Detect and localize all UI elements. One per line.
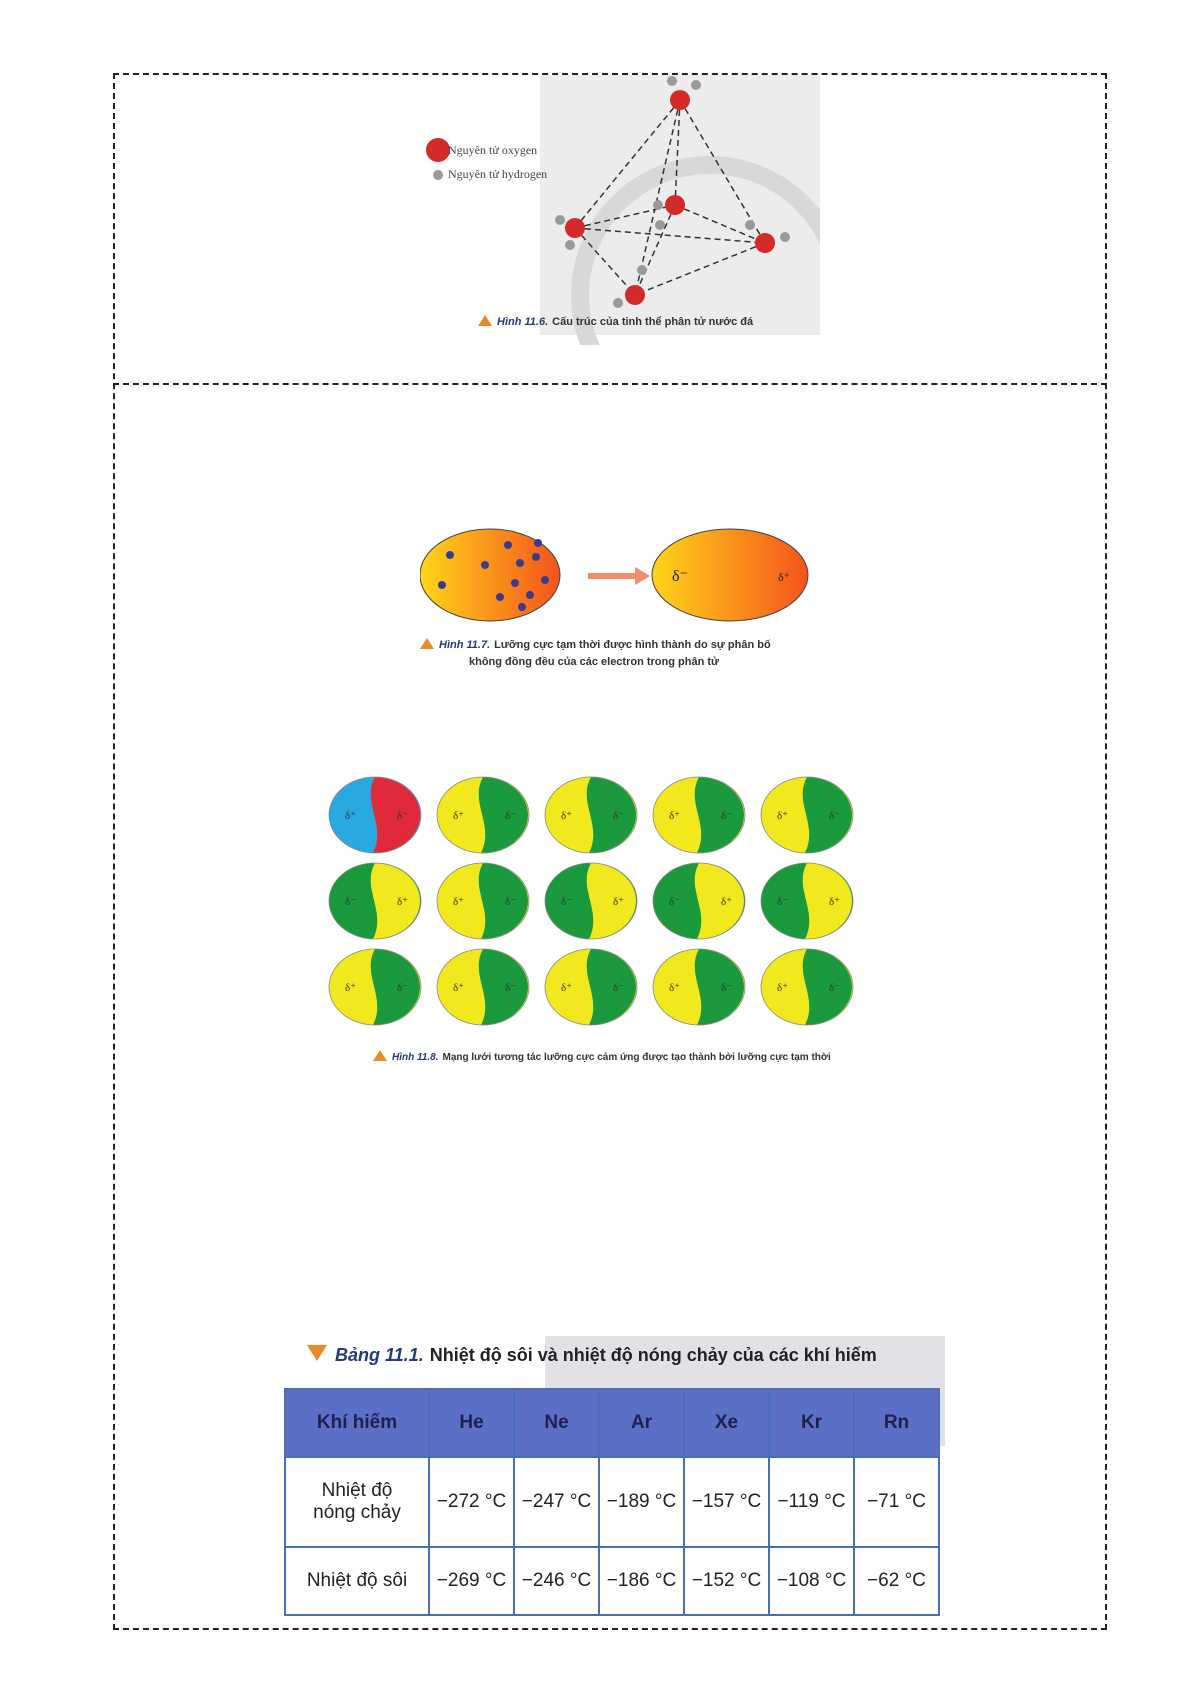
dipole-label-left: δ⁻ — [777, 896, 788, 908]
table-title: Bảng 11.1. Nhiệt độ sôi và nhiệt độ nóng chảy của các khí hiếm — [307, 1345, 877, 1366]
dipole-label-left: δ⁺ — [453, 810, 464, 822]
table-cell: −247 °C — [514, 1457, 599, 1547]
header-cell: Rn — [854, 1389, 939, 1457]
dipole-label-left: δ⁻ — [561, 896, 572, 908]
header-cell: Kr — [769, 1389, 854, 1457]
dipole-label-right: δ⁻ — [829, 810, 840, 822]
legend-oxygen: Nguyên tử oxygen — [448, 143, 538, 157]
dipole-label-left: δ⁺ — [561, 810, 572, 822]
dipole-label-left: δ⁻ — [672, 568, 688, 585]
dipole-label-left: δ⁺ — [453, 896, 464, 908]
dipole-label-right: δ⁻ — [721, 810, 732, 822]
header-cell: Ar — [599, 1389, 684, 1457]
caption-figure-11-8: Hình 11.8. Mạng lưới tương tác lưỡng cực cảm ứng được tạo thành bởi lưỡng cực tạm thời — [373, 1050, 831, 1063]
table-cell: −62 °C — [854, 1547, 939, 1615]
figure-ice-crystal — [410, 75, 820, 345]
dipole-molecule — [545, 949, 637, 1025]
dipole-label-left: δ⁺ — [777, 810, 788, 822]
ice-crystal-diagram — [410, 75, 820, 345]
dipole-label-left: δ⁻ — [669, 896, 680, 908]
dipole-molecule — [761, 949, 853, 1025]
dipole-molecule — [761, 777, 853, 853]
table-cell: −71 °C — [854, 1457, 939, 1547]
dipole-label-left: δ⁺ — [345, 810, 356, 822]
caption-figure-11-7: Hình 11.7. Lưỡng cực tạm thời được hình thành do sự phân bố — [420, 638, 771, 651]
triangle-icon — [478, 315, 492, 326]
header-cell: Ne — [514, 1389, 599, 1457]
table-row — [285, 1457, 939, 1547]
temporary-dipole-diagram — [420, 525, 810, 630]
table-cell: −152 °C — [684, 1547, 769, 1615]
dipole-label-left: δ⁺ — [453, 982, 464, 994]
dipole-label-left: δ⁺ — [669, 810, 680, 822]
dipole-label-right: δ⁺ — [721, 896, 732, 908]
dipole-molecule — [545, 777, 637, 853]
melting-label-cell: Nhiệt độ nóng chảy — [285, 1457, 429, 1547]
dipole-label-right: δ⁺ — [829, 896, 840, 908]
table-cell: −246 °C — [514, 1547, 599, 1615]
table-row — [285, 1547, 939, 1615]
dipole-label-left: δ⁺ — [561, 982, 572, 994]
dipole-label-right: δ⁺ — [613, 896, 624, 908]
table-cell: −119 °C — [769, 1457, 854, 1547]
figure-induced-dipole-network — [325, 775, 885, 1035]
dipole-molecule — [761, 863, 853, 939]
table-cell: −272 °C — [429, 1457, 514, 1547]
triangle-down-icon — [307, 1345, 327, 1361]
dipole-label-right: δ⁻ — [505, 982, 516, 994]
dipole-label-right: δ⁻ — [397, 810, 408, 822]
dipole-label-right: δ⁺ — [397, 896, 408, 908]
header-cell: Xe — [684, 1389, 769, 1457]
dipole-label-right: δ⁻ — [505, 896, 516, 908]
dipole-molecule — [653, 863, 745, 939]
section-divider — [113, 383, 1107, 385]
dipole-molecule — [653, 777, 745, 853]
dipole-label-left: δ⁻ — [345, 896, 356, 908]
boiling-label-cell: Nhiệt độ sôi — [285, 1547, 429, 1615]
table-header-row — [285, 1389, 939, 1457]
dipole-label-left: δ⁺ — [669, 982, 680, 994]
dipole-molecule — [437, 777, 529, 853]
dipole-label-right: δ⁻ — [829, 982, 840, 994]
header-cell: He — [429, 1389, 514, 1457]
dipole-molecule — [437, 949, 529, 1025]
caption-figure-11-7-line2: không đồng đều của các electron trong phân tử — [469, 656, 719, 668]
dipole-molecule — [545, 863, 637, 939]
figure-temporary-dipole — [420, 525, 810, 630]
header-cell: Khí hiếm — [285, 1389, 429, 1457]
table-cell: −186 °C — [599, 1547, 684, 1615]
noble-gas-table — [284, 1388, 940, 1616]
triangle-icon — [373, 1050, 387, 1061]
dipole-molecule — [329, 863, 421, 939]
legend-hydrogen: Nguyên tử hydrogen — [448, 167, 548, 181]
table-cell: −189 °C — [599, 1457, 684, 1547]
dipole-label-left: δ⁺ — [345, 982, 356, 994]
dipole-molecule — [653, 949, 745, 1025]
dipole-label-right: δ⁺ — [778, 570, 790, 584]
table-cell: −157 °C — [684, 1457, 769, 1547]
dipole-label-right: δ⁻ — [613, 982, 624, 994]
dipole-label-right: δ⁻ — [721, 982, 732, 994]
dipole-molecule — [329, 949, 421, 1025]
dipole-label-left: δ⁺ — [777, 982, 788, 994]
dipole-molecule — [437, 863, 529, 939]
table-cell: −269 °C — [429, 1547, 514, 1615]
induced-dipole-grid — [325, 775, 885, 1035]
dipole-label-right: δ⁻ — [397, 982, 408, 994]
table-cell: −108 °C — [769, 1547, 854, 1615]
dipole-label-right: δ⁻ — [505, 810, 516, 822]
triangle-icon — [420, 638, 434, 649]
dipole-label-right: δ⁻ — [613, 810, 624, 822]
dipole-molecule — [329, 777, 421, 853]
caption-figure-11-6: Hình 11.6. Cấu trúc của tinh thể phân tử nước đá — [478, 315, 753, 328]
